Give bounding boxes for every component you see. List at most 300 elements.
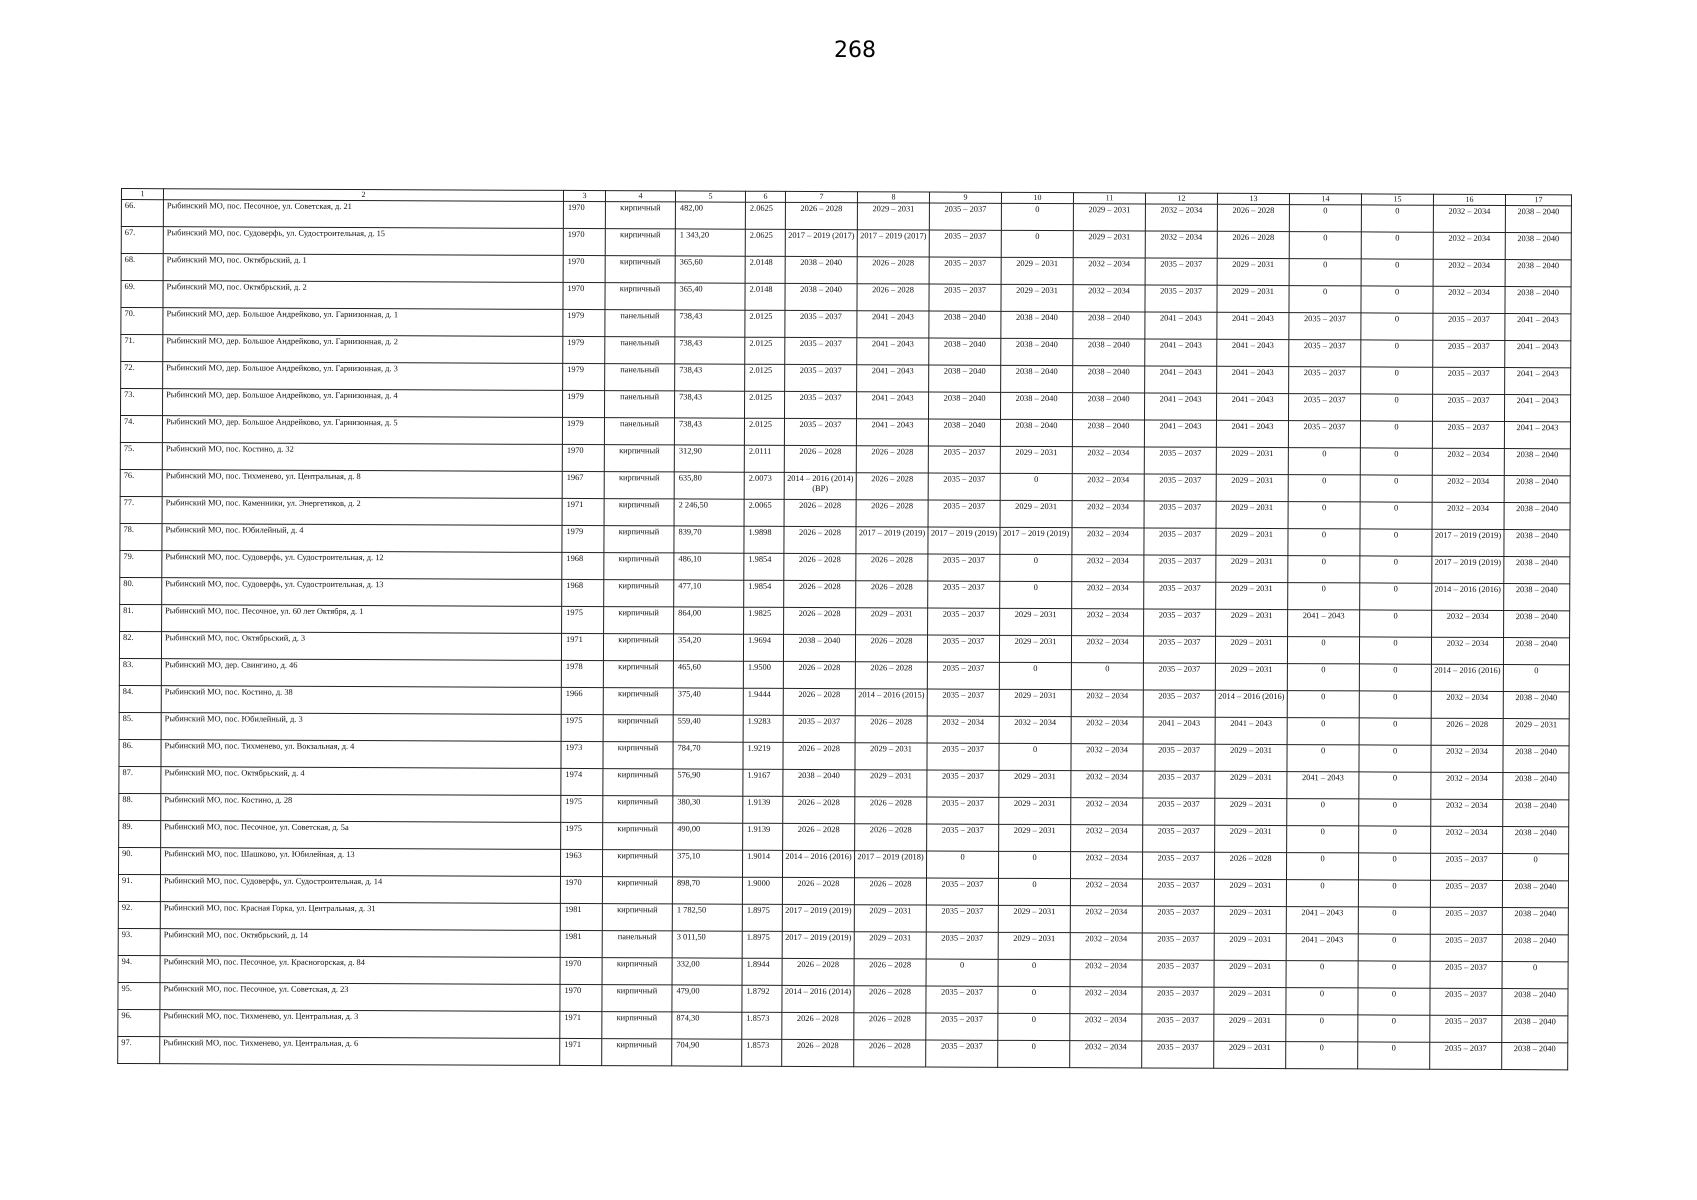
cell-period-col-8: 2026 – 2028 xyxy=(854,1040,926,1067)
cell-period-col-9: 2035 – 2037 xyxy=(926,1040,998,1067)
cell-period-col-13: 2029 – 2031 xyxy=(1216,447,1288,474)
cell-period-col-17: 2038 – 2040 xyxy=(1505,260,1571,287)
cell-area: 1 782,50 xyxy=(672,904,742,931)
cell-period-col-17: 2038 – 2040 xyxy=(1503,827,1569,854)
cell-period-col-17: 0 xyxy=(1502,962,1568,989)
cell-year-built: 1979 xyxy=(563,309,605,336)
cell-period-col-7: 2026 – 2028 xyxy=(783,796,855,823)
cell-period-col-9: 2035 – 2037 xyxy=(929,284,1001,311)
cell-period-col-14: 0 xyxy=(1286,1042,1358,1069)
cell-period-col-12: 2041 – 2043 xyxy=(1145,312,1217,339)
cell-period-col-7: 2038 – 2040 xyxy=(785,256,857,283)
cell-period-col-8: 2026 – 2028 xyxy=(855,662,927,689)
cell-period-col-16: 2035 – 2037 xyxy=(1432,394,1504,421)
column-header-1: 1 xyxy=(121,189,163,200)
cell-period-col-16: 2032 – 2034 xyxy=(1432,475,1504,502)
cell-period-col-15: 0 xyxy=(1359,745,1431,772)
cell-period-col-11: 2032 – 2034 xyxy=(1071,744,1143,771)
cell-period-col-14: 0 xyxy=(1288,475,1360,502)
cell-period-col-16: 2032 – 2034 xyxy=(1432,448,1504,475)
housing-repair-schedule-table xyxy=(117,188,1572,1070)
cell-row-number: 91. xyxy=(118,874,160,901)
cell-period-col-15: 0 xyxy=(1360,583,1432,610)
cell-period-col-7: 2017 – 2019 (2019) xyxy=(782,904,854,931)
cell-address: Рыбинский МО, пос. Судоверфь, ул. Судостроительная, д. 15 xyxy=(163,227,563,256)
cell-year-built: 1970 xyxy=(560,957,602,984)
cell-period-col-9: 2038 – 2040 xyxy=(928,392,1000,419)
cell-priority-index: 1.9898 xyxy=(744,526,784,553)
cell-period-col-8: 2026 – 2028 xyxy=(856,473,928,500)
cell-period-col-13: 2026 – 2028 xyxy=(1217,231,1289,258)
cell-period-col-9: 2038 – 2040 xyxy=(928,419,1000,446)
cell-period-col-12: 2035 – 2037 xyxy=(1143,744,1215,771)
cell-period-col-13: 2029 – 2031 xyxy=(1216,582,1288,609)
cell-period-col-14: 0 xyxy=(1287,691,1359,718)
cell-period-col-9: 0 xyxy=(926,851,998,878)
cell-period-col-11: 2032 – 2034 xyxy=(1072,528,1144,555)
cell-period-col-12: 2035 – 2037 xyxy=(1142,906,1214,933)
cell-period-col-10: 2029 – 2031 xyxy=(999,689,1071,716)
cell-row-number: 75. xyxy=(120,442,162,469)
cell-address: Рыбинский МО, дер. Большое Андрейково, ул. Гарнизонная, д. 1 xyxy=(163,308,563,337)
cell-period-col-16: 2032 – 2034 xyxy=(1431,799,1503,826)
cell-period-col-15: 0 xyxy=(1361,259,1433,286)
cell-period-col-10: 2029 – 2031 xyxy=(1000,500,1072,527)
cell-period-col-17: 2038 – 2040 xyxy=(1502,935,1568,962)
cell-period-col-8: 2026 – 2028 xyxy=(855,797,927,824)
cell-period-col-14: 0 xyxy=(1288,583,1360,610)
cell-period-col-16: 2035 – 2037 xyxy=(1430,934,1502,961)
cell-period-col-15: 0 xyxy=(1360,556,1432,583)
cell-period-col-17: 2038 – 2040 xyxy=(1503,773,1569,800)
cell-period-col-11: 2032 – 2034 xyxy=(1071,798,1143,825)
cell-period-col-12: 2035 – 2037 xyxy=(1143,663,1215,690)
cell-year-built: 1970 xyxy=(560,984,602,1011)
cell-period-col-15: 0 xyxy=(1361,232,1433,259)
cell-period-col-16: 2035 – 2037 xyxy=(1433,340,1505,367)
cell-period-col-10: 0 xyxy=(1001,230,1073,257)
cell-period-col-17: 2038 – 2040 xyxy=(1502,1016,1568,1043)
cell-area: 465,60 xyxy=(673,661,743,688)
table-row xyxy=(118,1036,1568,1069)
cell-period-col-16: 2035 – 2037 xyxy=(1430,988,1502,1015)
cell-period-col-9: 2035 – 2037 xyxy=(926,1013,998,1040)
cell-period-col-12: 2035 – 2037 xyxy=(1142,1041,1214,1068)
cell-period-col-12: 2035 – 2037 xyxy=(1142,933,1214,960)
cell-year-built: 1975 xyxy=(561,822,603,849)
cell-period-col-10: 2029 – 2031 xyxy=(1000,446,1072,473)
cell-priority-index: 1.9694 xyxy=(743,634,783,661)
cell-period-col-15: 0 xyxy=(1359,799,1431,826)
cell-row-number: 86. xyxy=(119,739,161,766)
cell-year-built: 1970 xyxy=(560,876,602,903)
cell-period-col-9: 2035 – 2037 xyxy=(929,203,1001,230)
cell-period-col-13: 2029 – 2031 xyxy=(1215,825,1287,852)
cell-priority-index: 1.9500 xyxy=(743,661,783,688)
cell-area: 864,00 xyxy=(674,607,744,634)
cell-period-col-7: 2035 – 2037 xyxy=(784,418,856,445)
cell-year-built: 1970 xyxy=(563,282,605,309)
cell-period-col-14: 0 xyxy=(1287,745,1359,772)
cell-period-col-8: 2029 – 2031 xyxy=(854,905,926,932)
cell-year-built: 1979 xyxy=(563,336,605,363)
cell-period-col-9: 2035 – 2037 xyxy=(928,500,1000,527)
cell-period-col-14: 2035 – 2037 xyxy=(1288,394,1360,421)
cell-period-col-14: 0 xyxy=(1288,502,1360,529)
cell-period-col-12: 2035 – 2037 xyxy=(1144,528,1216,555)
cell-period-col-11: 2032 – 2034 xyxy=(1070,1014,1142,1041)
cell-period-col-10: 0 xyxy=(1000,554,1072,581)
cell-address: Рыбинский МО, пос. Песочное, ул. Советская, д. 21 xyxy=(163,200,563,229)
cell-period-col-15: 0 xyxy=(1360,448,1432,475)
cell-row-number: 76. xyxy=(120,469,162,496)
cell-period-col-16: 2035 – 2037 xyxy=(1432,421,1504,448)
cell-period-col-17: 2038 – 2040 xyxy=(1503,638,1569,665)
cell-period-col-16: 2032 – 2034 xyxy=(1431,745,1503,772)
cell-period-col-8: 2026 – 2028 xyxy=(857,257,929,284)
cell-period-col-12: 2035 – 2037 xyxy=(1142,1014,1214,1041)
cell-period-col-12: 2035 – 2037 xyxy=(1142,852,1214,879)
cell-period-col-13: 2041 – 2043 xyxy=(1217,312,1289,339)
cell-period-col-11: 2038 – 2040 xyxy=(1073,312,1145,339)
cell-address: Рыбинский МО, пос. Юбилейный, д. 4 xyxy=(162,524,562,553)
cell-period-col-16: 2035 – 2037 xyxy=(1430,1042,1502,1069)
cell-period-col-10: 2038 – 2040 xyxy=(1000,419,1072,446)
cell-priority-index: 1.9854 xyxy=(744,580,784,607)
cell-wall-material: кирпичный xyxy=(602,904,672,931)
cell-period-col-7: 2026 – 2028 xyxy=(783,661,855,688)
cell-period-col-15: 0 xyxy=(1358,1015,1430,1042)
column-header-4: 4 xyxy=(605,191,675,202)
cell-area: 490,00 xyxy=(673,823,743,850)
cell-period-col-8: 2041 – 2043 xyxy=(857,338,929,365)
cell-period-col-16: 2035 – 2037 xyxy=(1430,853,1502,880)
cell-period-col-11: 2032 – 2034 xyxy=(1072,501,1144,528)
cell-wall-material: кирпичный xyxy=(604,526,674,553)
cell-period-col-9: 2017 – 2019 (2019) xyxy=(928,527,1000,554)
cell-priority-index: 1.9219 xyxy=(743,742,783,769)
cell-period-col-15: 0 xyxy=(1358,988,1430,1015)
cell-period-col-10: 2029 – 2031 xyxy=(1001,284,1073,311)
cell-row-number: 87. xyxy=(119,766,161,793)
cell-period-col-15: 0 xyxy=(1358,880,1430,907)
cell-period-col-9: 2035 – 2037 xyxy=(927,635,999,662)
cell-area: 312,90 xyxy=(674,445,744,472)
cell-period-col-9: 2038 – 2040 xyxy=(929,338,1001,365)
cell-period-col-7: 2026 – 2028 xyxy=(785,202,857,229)
cell-period-col-10: 2029 – 2031 xyxy=(999,635,1071,662)
cell-period-col-10: 0 xyxy=(1001,203,1073,230)
cell-priority-index: 2.0148 xyxy=(745,283,785,310)
cell-year-built: 1967 xyxy=(562,471,604,498)
cell-priority-index: 2.0625 xyxy=(745,202,785,229)
cell-period-col-11: 2032 – 2034 xyxy=(1073,285,1145,312)
cell-period-col-8: 2026 – 2028 xyxy=(855,635,927,662)
cell-period-col-10: 2038 – 2040 xyxy=(1001,338,1073,365)
cell-area: 3 011,50 xyxy=(672,931,742,958)
cell-period-col-11: 2032 – 2034 xyxy=(1071,690,1143,717)
cell-period-col-8: 2026 – 2028 xyxy=(856,581,928,608)
cell-period-col-9: 2035 – 2037 xyxy=(927,824,999,851)
cell-year-built: 1973 xyxy=(561,741,603,768)
cell-period-col-14: 0 xyxy=(1288,448,1360,475)
cell-period-col-13: 2029 – 2031 xyxy=(1214,933,1286,960)
cell-area: 738,43 xyxy=(675,310,745,337)
cell-period-col-11: 2032 – 2034 xyxy=(1070,852,1142,879)
cell-period-col-11: 2032 – 2034 xyxy=(1072,447,1144,474)
cell-period-col-16: 2032 – 2034 xyxy=(1433,259,1505,286)
cell-row-number: 93. xyxy=(118,928,160,955)
cell-period-col-13: 2029 – 2031 xyxy=(1216,528,1288,555)
column-header-2: 2 xyxy=(163,189,563,202)
cell-period-col-16: 2032 – 2034 xyxy=(1433,286,1505,313)
cell-period-col-17: 2038 – 2040 xyxy=(1502,989,1568,1016)
cell-period-col-7: 2026 – 2028 xyxy=(784,580,856,607)
column-header-5: 5 xyxy=(675,191,745,202)
cell-priority-index: 1.9139 xyxy=(743,796,783,823)
cell-period-col-9: 2035 – 2037 xyxy=(926,986,998,1013)
cell-priority-index: 1.9139 xyxy=(743,823,783,850)
cell-address: Рыбинский МО, дер. Свингино, д. 46 xyxy=(161,659,561,688)
cell-area: 635,80 xyxy=(674,472,744,499)
cell-period-col-7: 2035 – 2037 xyxy=(785,391,857,418)
cell-priority-index: 1.9014 xyxy=(742,850,782,877)
cell-area: 482,00 xyxy=(675,202,745,229)
cell-year-built: 1971 xyxy=(560,1011,602,1038)
cell-area: 784,70 xyxy=(673,742,743,769)
cell-row-number: 97. xyxy=(118,1036,160,1063)
cell-period-col-12: 2035 – 2037 xyxy=(1144,474,1216,501)
cell-period-col-17: 2038 – 2040 xyxy=(1502,881,1568,908)
cell-period-col-14: 0 xyxy=(1286,880,1358,907)
cell-period-col-8: 2026 – 2028 xyxy=(855,716,927,743)
cell-period-col-12: 2041 – 2043 xyxy=(1143,717,1215,744)
cell-address: Рыбинский МО, пос. Судоверфь, ул. Судостроительная, д. 12 xyxy=(162,551,562,580)
cell-priority-index: 1.9825 xyxy=(744,607,784,634)
cell-period-col-7: 2026 – 2028 xyxy=(784,445,856,472)
cell-period-col-15: 0 xyxy=(1360,475,1432,502)
cell-year-built: 1975 xyxy=(562,606,604,633)
cell-period-col-8: 2026 – 2028 xyxy=(854,878,926,905)
cell-period-col-9: 2035 – 2037 xyxy=(928,581,1000,608)
cell-row-number: 92. xyxy=(118,901,160,928)
cell-year-built: 1974 xyxy=(561,768,603,795)
cell-area: 1 343,20 xyxy=(675,229,745,256)
cell-period-col-10: 2029 – 2031 xyxy=(999,770,1071,797)
cell-period-col-13: 2029 – 2031 xyxy=(1214,906,1286,933)
cell-period-col-7: 2026 – 2028 xyxy=(784,499,856,526)
cell-period-col-14: 0 xyxy=(1286,961,1358,988)
column-header-6: 6 xyxy=(745,191,785,202)
cell-area: 479,00 xyxy=(672,985,742,1012)
cell-period-col-15: 0 xyxy=(1359,664,1431,691)
cell-year-built: 1968 xyxy=(562,579,604,606)
cell-wall-material: кирпичный xyxy=(604,553,674,580)
cell-period-col-16: 2032 – 2034 xyxy=(1431,637,1503,664)
cell-period-col-15: 0 xyxy=(1361,286,1433,313)
column-header-14: 14 xyxy=(1289,194,1361,205)
cell-row-number: 67. xyxy=(121,227,163,254)
cell-period-col-13: 2029 – 2031 xyxy=(1215,663,1287,690)
cell-period-col-8: 2026 – 2028 xyxy=(856,554,928,581)
cell-year-built: 1981 xyxy=(560,930,602,957)
cell-period-col-13: 2029 – 2031 xyxy=(1217,258,1289,285)
cell-period-col-8: 2029 – 2031 xyxy=(854,932,926,959)
cell-period-col-15: 0 xyxy=(1360,529,1432,556)
cell-wall-material: кирпичный xyxy=(602,877,672,904)
cell-year-built: 1970 xyxy=(563,201,605,228)
cell-period-col-13: 2029 – 2031 xyxy=(1214,1014,1286,1041)
cell-wall-material: кирпичный xyxy=(604,607,674,634)
cell-area: 365,60 xyxy=(675,256,745,283)
column-header-16: 16 xyxy=(1433,194,1505,205)
cell-area: 559,40 xyxy=(673,715,743,742)
cell-row-number: 69. xyxy=(121,281,163,308)
cell-period-col-11: 2038 – 2040 xyxy=(1072,393,1144,420)
cell-period-col-17: 2038 – 2040 xyxy=(1504,476,1570,503)
cell-period-col-12: 2035 – 2037 xyxy=(1144,582,1216,609)
cell-period-col-7: 2026 – 2028 xyxy=(782,877,854,904)
cell-year-built: 1968 xyxy=(562,552,604,579)
cell-period-col-16: 2035 – 2037 xyxy=(1430,880,1502,907)
cell-address: Рыбинский МО, дер. Большое Андрейково, ул. Гарнизонная, д. 2 xyxy=(163,335,563,364)
cell-period-col-7: 2035 – 2037 xyxy=(783,715,855,742)
cell-wall-material: кирпичный xyxy=(604,472,674,499)
cell-row-number: 96. xyxy=(118,1009,160,1036)
cell-address: Рыбинский МО, пос. Октябрьский, д. 14 xyxy=(160,929,560,958)
cell-priority-index: 2.0065 xyxy=(744,499,784,526)
cell-period-col-13: 2029 – 2031 xyxy=(1214,960,1286,987)
cell-period-col-17: 2041 – 2043 xyxy=(1505,341,1571,368)
cell-address: Рыбинский МО, пос. Костино, д. 28 xyxy=(161,794,561,823)
cell-period-col-13: 2041 – 2043 xyxy=(1216,420,1288,447)
cell-period-col-11: 2032 – 2034 xyxy=(1071,636,1143,663)
cell-period-col-11: 2032 – 2034 xyxy=(1070,1041,1142,1068)
cell-period-col-13: 2041 – 2043 xyxy=(1216,393,1288,420)
cell-row-number: 68. xyxy=(121,254,163,281)
cell-period-col-12: 2035 – 2037 xyxy=(1142,987,1214,1014)
cell-period-col-13: 2029 – 2031 xyxy=(1216,555,1288,582)
cell-period-col-12: 2041 – 2043 xyxy=(1144,393,1216,420)
cell-address: Рыбинский МО, пос. Костино, д. 32 xyxy=(162,443,562,472)
cell-period-col-7: 2038 – 2040 xyxy=(783,634,855,661)
cell-area: 332,00 xyxy=(672,958,742,985)
cell-row-number: 70. xyxy=(121,308,163,335)
cell-wall-material: панельный xyxy=(605,364,675,391)
cell-period-col-15: 0 xyxy=(1361,205,1433,232)
cell-period-col-17: 2038 – 2040 xyxy=(1505,287,1571,314)
cell-priority-index: 2.0125 xyxy=(745,391,785,418)
cell-address: Рыбинский МО, пос. Юбилейный, д. 3 xyxy=(161,713,561,742)
cell-period-col-8: 2029 – 2031 xyxy=(856,608,928,635)
cell-period-col-8: 2026 – 2028 xyxy=(856,446,928,473)
cell-wall-material: панельный xyxy=(605,337,675,364)
cell-area: 576,90 xyxy=(673,769,743,796)
cell-priority-index: 2.0625 xyxy=(745,229,785,256)
cell-period-col-11: 2029 – 2031 xyxy=(1073,204,1145,231)
cell-period-col-17: 2038 – 2040 xyxy=(1503,800,1569,827)
column-header-3: 3 xyxy=(563,190,605,201)
cell-period-col-15: 0 xyxy=(1359,826,1431,853)
cell-period-col-15: 0 xyxy=(1359,637,1431,664)
cell-priority-index: 1.8944 xyxy=(742,958,782,985)
cell-period-col-17: 0 xyxy=(1503,665,1569,692)
cell-period-col-8: 2026 – 2028 xyxy=(854,959,926,986)
cell-address: Рыбинский МО, пос. Тихменево, ул. Центральная, д. 8 xyxy=(162,470,562,499)
cell-address: Рыбинский МО, дер. Большое Андрейково, ул. Гарнизонная, д. 4 xyxy=(163,389,563,418)
cell-period-col-11: 2032 – 2034 xyxy=(1070,960,1142,987)
cell-wall-material: кирпичный xyxy=(603,715,673,742)
cell-period-col-16: 2014 – 2016 (2016) xyxy=(1432,583,1504,610)
cell-wall-material: кирпичный xyxy=(604,445,674,472)
cell-period-col-10: 0 xyxy=(998,1013,1070,1040)
cell-period-col-9: 2035 – 2037 xyxy=(926,932,998,959)
cell-period-col-7: 2017 – 2019 (2019) xyxy=(782,931,854,958)
cell-period-col-12: 2035 – 2037 xyxy=(1143,690,1215,717)
column-header-15: 15 xyxy=(1361,194,1433,205)
cell-period-col-15: 0 xyxy=(1360,610,1432,637)
cell-year-built: 1975 xyxy=(561,714,603,741)
cell-row-number: 84. xyxy=(119,685,161,712)
cell-period-col-16: 2032 – 2034 xyxy=(1431,826,1503,853)
column-header-9: 9 xyxy=(929,192,1001,203)
cell-period-col-14: 2035 – 2037 xyxy=(1289,340,1361,367)
cell-area: 738,43 xyxy=(674,418,744,445)
cell-row-number: 95. xyxy=(118,982,160,1009)
cell-period-col-14: 0 xyxy=(1287,826,1359,853)
cell-period-col-14: 2041 – 2043 xyxy=(1286,907,1358,934)
cell-address: Рыбинский МО, пос. Октябрьский, д. 4 xyxy=(161,767,561,796)
cell-wall-material: панельный xyxy=(605,391,675,418)
cell-row-number: 66. xyxy=(121,200,163,227)
cell-period-col-10: 2029 – 2031 xyxy=(998,932,1070,959)
cell-priority-index: 1.9444 xyxy=(743,688,783,715)
cell-period-col-16: 2032 – 2034 xyxy=(1433,205,1505,232)
cell-period-col-17: 2041 – 2043 xyxy=(1505,314,1571,341)
cell-period-col-17: 2038 – 2040 xyxy=(1505,206,1571,233)
cell-period-col-7: 2014 – 2016 (2014) (ВР) xyxy=(784,472,856,499)
cell-period-col-12: 2035 – 2037 xyxy=(1145,285,1217,312)
cell-year-built: 1970 xyxy=(562,444,604,471)
cell-period-col-9: 2032 – 2034 xyxy=(927,716,999,743)
cell-wall-material: кирпичный xyxy=(605,229,675,256)
cell-year-built: 1979 xyxy=(562,417,604,444)
cell-period-col-11: 2032 – 2034 xyxy=(1070,933,1142,960)
cell-year-built: 1979 xyxy=(563,363,605,390)
cell-period-col-9: 2035 – 2037 xyxy=(929,257,1001,284)
cell-period-col-10: 2029 – 2031 xyxy=(998,905,1070,932)
cell-row-number: 83. xyxy=(119,658,161,685)
cell-area: 738,43 xyxy=(675,391,745,418)
cell-period-col-15: 0 xyxy=(1360,421,1432,448)
cell-year-built: 1971 xyxy=(562,498,604,525)
cell-address: Рыбинский МО, пос. Песочное, ул. Советская, д. 23 xyxy=(160,983,560,1012)
cell-period-col-8: 2017 – 2019 (2018) xyxy=(854,851,926,878)
cell-period-col-11: 2032 – 2034 xyxy=(1073,258,1145,285)
cell-address: Рыбинский МО, пос. Костино, д. 38 xyxy=(161,686,561,715)
cell-period-col-11: 2032 – 2034 xyxy=(1071,717,1143,744)
cell-wall-material: кирпичный xyxy=(602,1012,672,1039)
cell-period-col-8: 2029 – 2031 xyxy=(855,743,927,770)
cell-row-number: 72. xyxy=(121,362,163,389)
cell-address: Рыбинский МО, пос. Песочное, ул. Советская, д. 5а xyxy=(161,821,561,850)
cell-wall-material: кирпичный xyxy=(604,499,674,526)
cell-period-col-12: 2035 – 2037 xyxy=(1142,960,1214,987)
cell-period-col-9: 2035 – 2037 xyxy=(929,230,1001,257)
cell-period-col-17: 2038 – 2040 xyxy=(1502,1043,1568,1070)
cell-year-built: 1966 xyxy=(561,687,603,714)
cell-year-built: 1978 xyxy=(561,660,603,687)
